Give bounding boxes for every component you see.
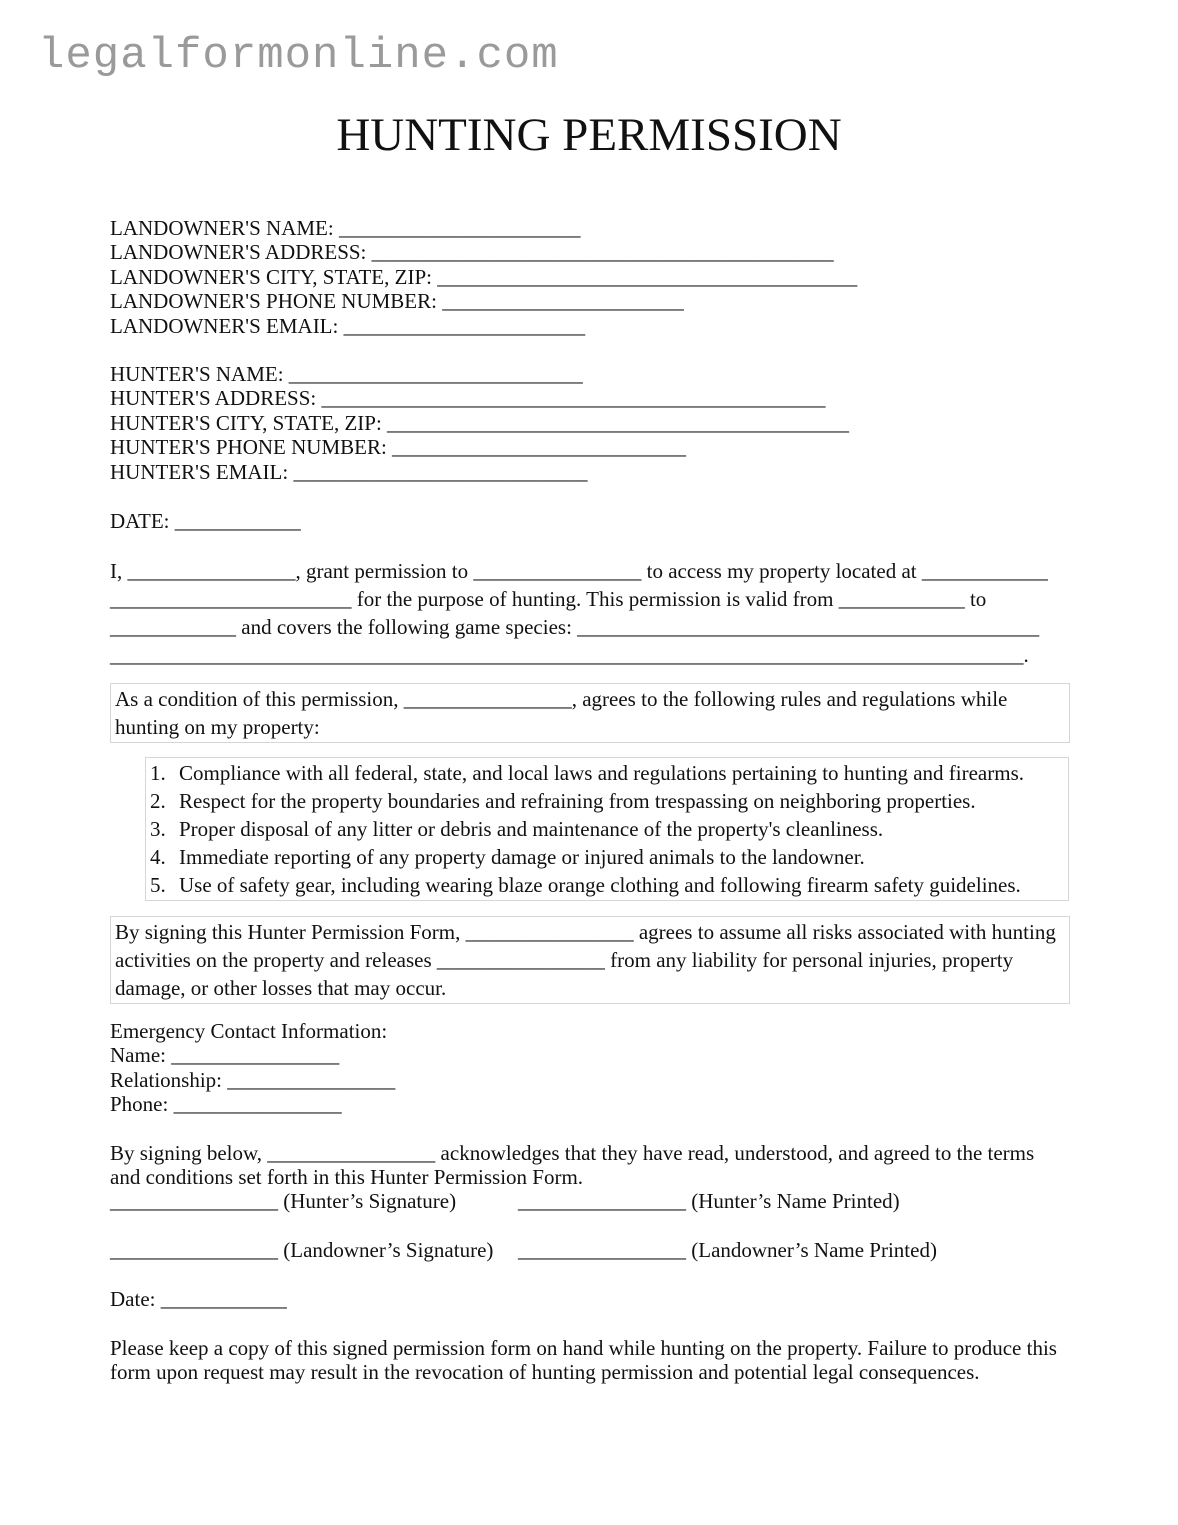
emergency-name-field[interactable]: Name: ________________ — [110, 1043, 340, 1068]
rule-text: Use of safety gear, including wearing blaze orange clothing and following firearm safety guidelines. — [179, 873, 1021, 897]
hunter-signature-field[interactable]: ________________ (Hunter’s Signature) — [110, 1189, 457, 1213]
acknowledge-paragraph: By signing below, ________________ acknowledges that they have read, understood, and agreed to the terms and conditions set forth in this Hunter Permission Form. — [110, 1141, 1035, 1189]
emergency-section — [110, 1019, 395, 1117]
hunter-section — [110, 362, 849, 484]
rule-item — [150, 815, 1064, 843]
landowner-address-field[interactable]: LANDOWNER'S ADDRESS: ____________________________________________ — [110, 240, 834, 265]
landowner-section — [110, 216, 857, 338]
landowner-name-field[interactable]: LANDOWNER'S NAME: _______________________ — [110, 216, 581, 240]
grant-line[interactable]: _______________________ for the purpose of hunting. This permission is valid from ____________ to — [110, 587, 987, 611]
rule-number: 5. — [150, 873, 166, 897]
hunter-email-field[interactable]: HUNTER'S EMAIL: ____________________________ — [110, 459, 588, 484]
landowner-phone-field[interactable]: LANDOWNER'S PHONE NUMBER: _______________________ — [110, 289, 684, 314]
rule-number: 3. — [150, 817, 166, 841]
hunter-address-field[interactable]: HUNTER'S ADDRESS: ________________________________________________ — [110, 386, 826, 411]
rule-text: Respect for the property boundaries and refraining from trespassing on neighboring properties. — [179, 789, 976, 813]
hunter-name-field[interactable]: HUNTER'S NAME: ____________________________ — [110, 362, 583, 386]
notice-paragraph: Please keep a copy of this signed permission form on hand while hunting on the property. Failure to produce this form upon request may result in the revocation of hunting permission and potential legal consequences. — [110, 1336, 1057, 1384]
hunter-city-field[interactable]: HUNTER'S CITY, STATE, ZIP: ____________________________________________ — [110, 410, 850, 435]
emergency-phone-field[interactable]: Phone: ________________ — [110, 1092, 342, 1117]
rule-text: Immediate reporting of any property damage or injured animals to the landowner. — [179, 845, 865, 869]
rules-list — [145, 757, 1069, 901]
emergency-relationship-field[interactable]: Relationship: ________________ — [110, 1067, 396, 1092]
date-field[interactable]: DATE: ____________ — [110, 509, 301, 533]
rule-item — [150, 787, 1064, 815]
watermark-logo: legalformonline.com — [38, 31, 559, 81]
rule-item — [150, 871, 1064, 899]
rule-item — [150, 843, 1064, 871]
hunter-name-printed-field[interactable]: ________________ (Hunter’s Name Printed) — [518, 1189, 900, 1213]
page-title: HUNTING PERMISSION — [336, 109, 842, 161]
rule-text: Compliance with all federal, state, and local laws and regulations pertaining to hunting and firearms. — [179, 761, 1024, 785]
rule-item — [150, 759, 1064, 787]
final-date-field[interactable]: Date: ____________ — [110, 1287, 287, 1311]
rule-number: 2. — [150, 789, 166, 813]
landowner-city-field[interactable]: LANDOWNER'S CITY, STATE, ZIP: ________________________________________ — [110, 264, 858, 289]
grant-line[interactable]: _______________________________________________________________________________________. — [110, 643, 1029, 667]
emergency-heading: Emergency Contact Information: — [110, 1019, 388, 1043]
hunter-phone-field[interactable]: HUNTER'S PHONE NUMBER: ____________________________ — [110, 435, 687, 460]
grant-paragraph — [110, 557, 1048, 669]
landowner-signature-field[interactable]: ________________ (Landowner’s Signature) — [110, 1238, 494, 1262]
grant-line[interactable]: I, ________________, grant permission to ________________ to access my property located at ____________ — [110, 559, 1048, 583]
liability-box: By signing this Hunter Permission Form, ________________ agrees to assume all risks associated with hunting activities on the property and releases ________________ from any liability for personal injuries, property damage, or other losses that may occur. — [110, 916, 1070, 1004]
rule-number: 4. — [150, 845, 166, 869]
rule-number: 1. — [150, 761, 166, 785]
grant-line[interactable]: ____________ and covers the following game species: ____________________________________________ — [110, 615, 1040, 639]
rule-text: Proper disposal of any litter or debris and maintenance of the property's cleanliness. — [179, 817, 884, 841]
landowner-email-field[interactable]: LANDOWNER'S EMAIL: _______________________ — [110, 313, 586, 338]
condition-box: As a condition of this permission, ________________, agrees to the following rules and regulations while hunting on my property: — [110, 683, 1070, 743]
landowner-name-printed-field[interactable]: ________________ (Landowner’s Name Printed) — [518, 1238, 937, 1262]
